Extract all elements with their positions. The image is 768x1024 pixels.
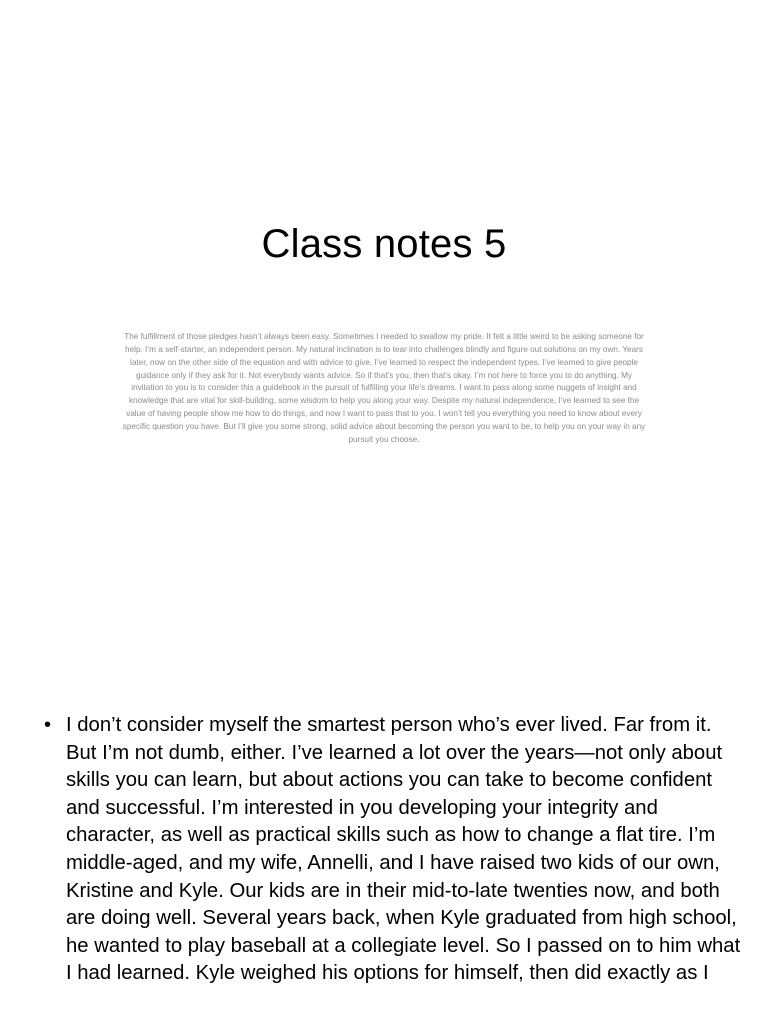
bullet-item (44, 712, 744, 988)
bullet-text: I don’t consider myself the smartest person who’s ever lived. Far from it. But I’m not dumb, either. I’ve learned a lot over the years—not only about skills you can learn, but about actions you can take to become confident and successful. I’m interested in you developing your integrity and character, as well as practical skills such as how to change a flat tire. I’m middle-aged, and my wife, Annelli, and I have raised two kids of our own, Kristine and Kyle. Our kids are in their mid-to-late twenties now, and both are doing well. Several years back, when Kyle graduated from high school, he wanted to play baseball at a collegiate level. So I passed on to him what I had learned. Kyle weighed his options for himself, then did exactly as I (66, 714, 741, 985)
subtitle-paragraph: The fulfillment of those pledges hasn’t always been easy. Sometimes I needed to swallow my pride. It felt a little weird to be asking someone for help. I’m a self-starter, an independent person. My natural inclination is to tear into challenges blindly and figure out solutions on my own. Years later, now on the other side of the equation and with advice to give, I’ve learned to respect the independent types. I’ve learned to give people guidance only if they ask for it. Not everybody wants advice. So if that’s you, then that’s okay. I’m not here to force you to do anything. My invitation to you is to consider this a guidebook in the pursuit of fulfilling your life’s dreams. I want to pass along some nuggets of insight and knowledge that are vital for skill-building, some wisdom to help you along your way. Despite my natural independence, I’ve learned to see the value of having people show me how to do things, and now I want to pass that to you. I won’t tell you everything you need to know about every specific question you have. But I’ll give you some strong, solid advice about becoming the person you want to be, to help you on your way in any pursuit you choose. (122, 332, 646, 444)
slide-title: Class notes 5 (261, 222, 507, 266)
bullet-marker: • (44, 714, 52, 736)
bullet-list (44, 712, 744, 988)
